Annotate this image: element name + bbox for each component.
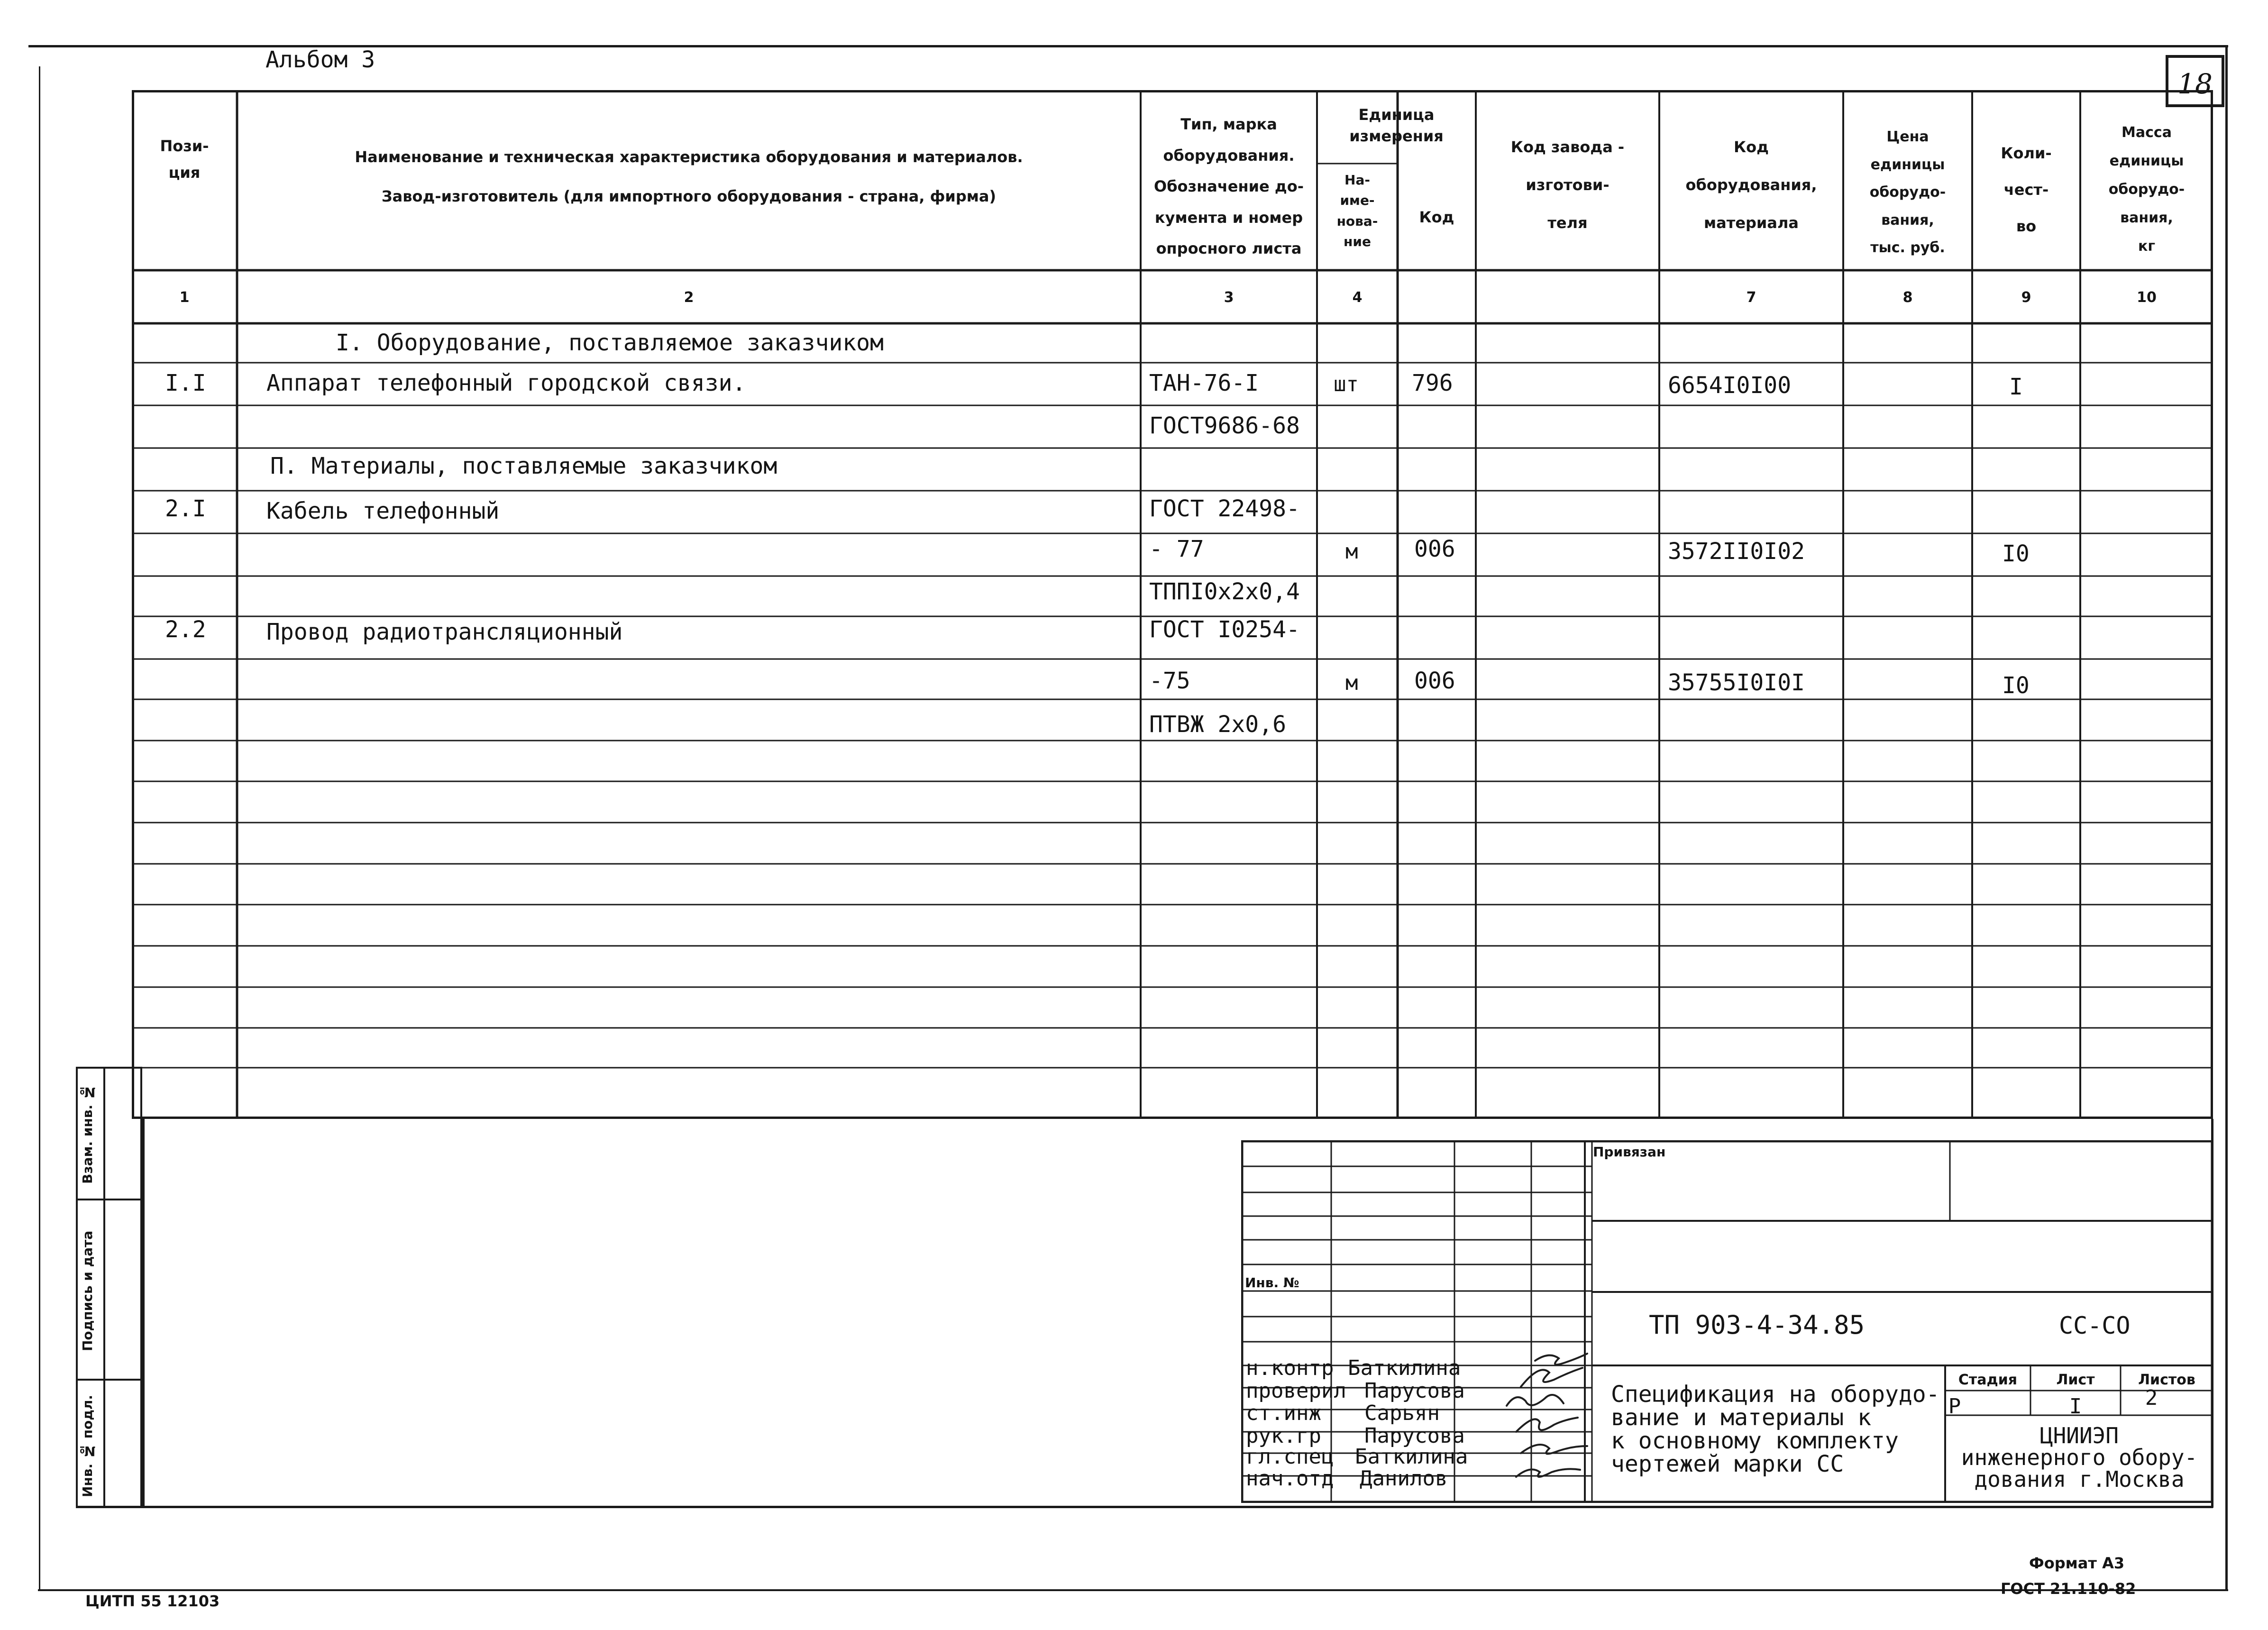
side-stamp xyxy=(76,1067,142,1508)
signature-role: проверил xyxy=(1246,1379,1346,1403)
footer-gost: ГОСТ 21.110-82 xyxy=(2001,1580,2136,1598)
row-unit-code: 796 xyxy=(1412,370,1453,396)
signature-role: н.контр xyxy=(1246,1356,1334,1380)
signature-role: нач.отд xyxy=(1246,1466,1334,1491)
signature-role: гл.спец xyxy=(1246,1445,1334,1469)
album-label: Альбом 3 xyxy=(265,46,375,73)
row-unit: м xyxy=(1345,540,1358,564)
column-number: 3 xyxy=(1224,289,1234,306)
row-equipment-code: 3572II0I02 xyxy=(1668,538,1805,565)
row-unit: м xyxy=(1345,671,1358,695)
row-name: Провод радиотрансляционный xyxy=(266,619,623,645)
signature-name: Баткилина xyxy=(1348,1356,1461,1380)
column-number: 1 xyxy=(179,289,190,306)
row-type: ГОСТ I0254- xyxy=(1149,616,1300,643)
document-description: Спецификация на оборудо- вание и материалы к к основному комплекту чертежей марки СС xyxy=(1611,1381,1940,1477)
row-name: Кабель телефонный xyxy=(266,498,500,524)
row-type: ТППI0х2х0,4 xyxy=(1149,578,1300,605)
row-equipment-code: 35755I0I0I xyxy=(1668,669,1805,696)
frame-left-line xyxy=(39,66,40,1591)
drawing-frame-left xyxy=(142,1119,145,1508)
side-stamp-inv-original: Инв. № подл. xyxy=(80,1395,95,1497)
drawing-mark: СС-СО xyxy=(2059,1312,2131,1339)
row-type: ГОСТ 22498- xyxy=(1149,495,1300,522)
sheets-total-value: 2 xyxy=(2145,1386,2158,1410)
row-type: ГОСТ9686-68 xyxy=(1149,412,1300,439)
column-number: 2 xyxy=(684,289,694,306)
inventory-number-label: Инв. № xyxy=(1245,1275,1299,1291)
row-type: ПТВЖ 2х0,6 xyxy=(1149,711,1286,738)
stage-header: Стадия xyxy=(1958,1372,2018,1388)
sheet-number: 18 xyxy=(2166,55,2224,107)
row-quantity: I0 xyxy=(2002,672,2030,699)
frame-right-line xyxy=(2225,45,2228,1591)
header-position: Пози- ция xyxy=(160,137,209,182)
side-stamp-signature-date: Подпись и дата xyxy=(80,1230,95,1351)
sheets-total-header: Листов xyxy=(2138,1372,2195,1388)
header-mass: Масса единицы оборудо- вания, кг xyxy=(2108,124,2185,255)
side-stamp-replace-inv: Взам. инв. № xyxy=(80,1084,95,1184)
header-plant-code: Код завода - изготови- теля xyxy=(1510,138,1625,232)
signature-name: Баткилина xyxy=(1355,1445,1468,1469)
row-quantity: I xyxy=(2009,374,2023,400)
header-price: Цена единицы оборудо- вания, тыс. руб. xyxy=(1869,128,1946,256)
organization: ЦНИИЭП инженерного обору- дования г.Москва xyxy=(1961,1423,2198,1492)
stage-value: Р xyxy=(1948,1394,1961,1419)
sheet-header: Лист xyxy=(2056,1372,2095,1388)
section-heading: П. Материалы, поставляемые заказчиком xyxy=(270,453,777,479)
section-heading: I. Оборудование, поставляемое заказчиком xyxy=(336,330,884,356)
drawing-frame-bottom xyxy=(76,1506,2213,1508)
row-type: ТАН-76-I xyxy=(1149,370,1259,396)
header-unit-code: Код xyxy=(1419,208,1454,226)
row-equipment-code: 6654I0I00 xyxy=(1668,372,1792,399)
column-number: 7 xyxy=(1746,289,1756,306)
row-type: - 77 xyxy=(1149,536,1204,562)
header-equipment-code: Код оборудования, материала xyxy=(1685,138,1817,232)
row-name: Аппарат телефонный городской связи. xyxy=(266,370,746,396)
row-position: 2.2 xyxy=(165,616,206,643)
row-position: I.I xyxy=(165,370,206,396)
header-unit-name: На- име- нова- ние xyxy=(1336,172,1378,250)
handwritten-signatures xyxy=(1450,1349,1592,1501)
footer-format: Формат А3 xyxy=(2029,1554,2125,1572)
header-quantity: Коли- чест- во xyxy=(2001,144,2052,235)
row-type: -75 xyxy=(1149,668,1190,694)
column-number: 8 xyxy=(1902,289,1913,306)
sheet-value: I xyxy=(2069,1394,2082,1419)
title-block xyxy=(1241,1140,2213,1503)
row-unit-code: 006 xyxy=(1414,668,1455,694)
frame-bottom-line xyxy=(38,1589,2228,1591)
header-name: Наименование и техническая характеристика оборудования и материалов. Завод-изготовитель (для импортного оборудования - страна, фирма) xyxy=(355,148,1023,206)
attached-label: Привязан xyxy=(1593,1144,1666,1160)
column-number: 4 xyxy=(1352,289,1363,306)
row-position: 2.I xyxy=(165,495,206,522)
signature-name: Данилов xyxy=(1360,1466,1448,1491)
column-number: 9 xyxy=(2021,289,2031,306)
row-quantity: I0 xyxy=(2002,540,2030,567)
signature-role: рук.гр xyxy=(1246,1424,1321,1448)
document-code: ТП 903-4-34.85 xyxy=(1649,1310,1865,1340)
signature-name: Парусова xyxy=(1364,1379,1465,1403)
column-number: 10 xyxy=(2137,289,2157,306)
specification-table xyxy=(132,90,2213,1119)
row-unit: шт xyxy=(1334,372,1359,396)
footer-print-code: ЦИТП 55 12103 xyxy=(85,1592,220,1610)
header-type: Тип, марка оборудования. Обозначение до- кумента и номер опросного листа xyxy=(1154,115,1304,258)
signature-name: Парусова xyxy=(1364,1424,1465,1448)
row-unit-code: 006 xyxy=(1414,536,1455,562)
signature-name: Сарьян xyxy=(1364,1401,1440,1425)
signature-role: ст.инж xyxy=(1246,1401,1321,1425)
header-unit: Единица измерения xyxy=(1349,106,1444,145)
